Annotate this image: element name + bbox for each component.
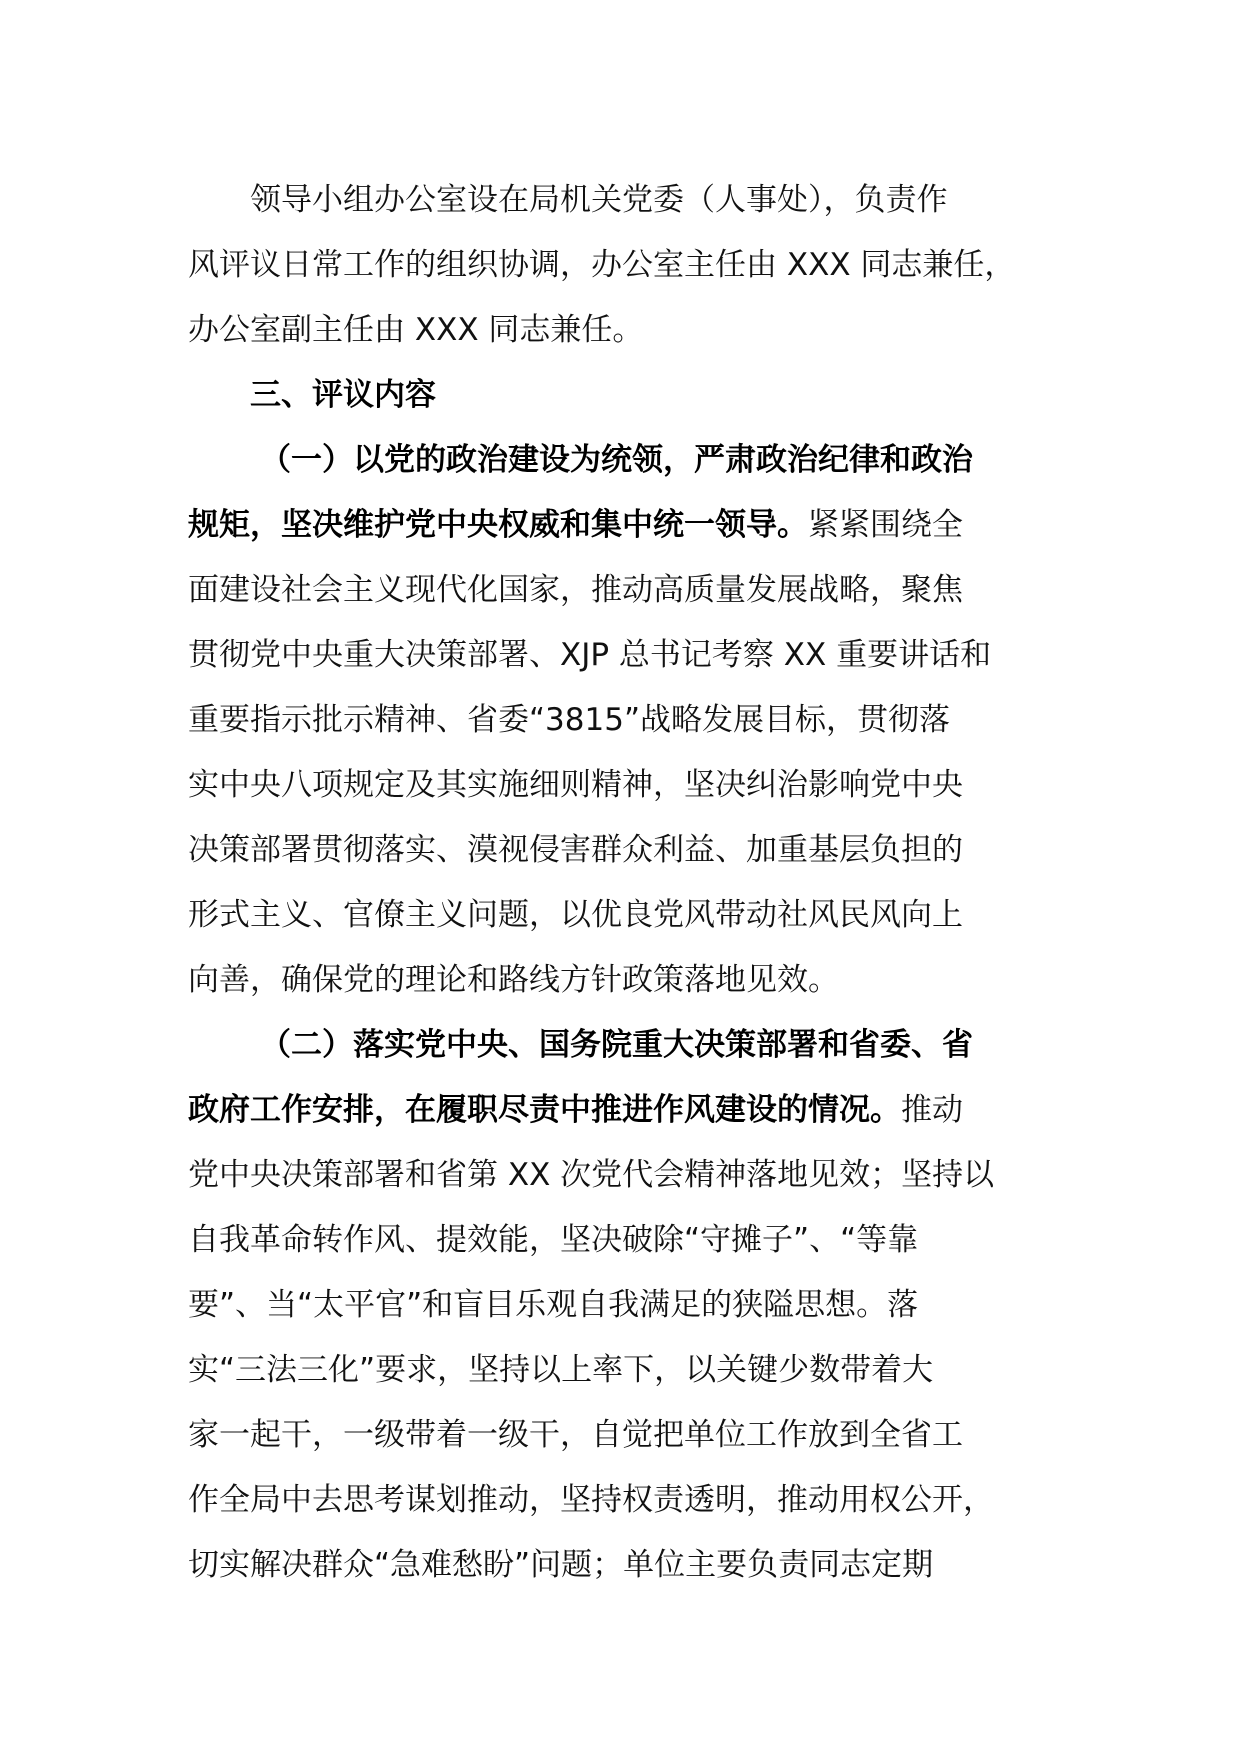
paragraph-line: 决策部署贯彻落实、漠视侵害群众利益、加重基层负担的 [188,832,963,868]
subsection-heading: （二）落实党中央、国务院重大决策部署和省委、省 [260,1027,973,1063]
paragraph-line: 自我革命转作风、提效能，坚决破除“守摊子”、“等靠 [188,1222,919,1258]
paragraph-line: 贯彻党中央重大决策部署、XJP 总书记考察 XX 重要讲话和 [188,637,992,673]
paragraph-line: 重要指示批示精神、省委“3815”战略发展目标，贯彻落 [188,702,951,738]
paragraph-line: 领导小组办公室设在局机关党委（人事处），负责作 [250,182,948,218]
paragraph-text: 紧紧围绕全 [808,507,963,543]
paragraph-line: 向善，确保党的理论和路线方针政策落地见效。 [188,962,839,998]
paragraph-line [188,493,1058,558]
paragraph-line: 面建设社会主义现代化国家，推动高质量发展战略，聚焦 [188,572,963,608]
paragraph-line [188,1078,1058,1143]
paragraph-line: 党中央决策部署和省第 XX 次党代会精神落地见效；坚持以 [188,1157,995,1193]
paragraph-line: 风评议日常工作的组织协调，办公室主任由 XXX 同志兼任， [188,247,1016,283]
paragraph-line: 家一起干，一级带着一级干，自觉把单位工作放到全省工 [188,1417,963,1453]
document-body [188,168,1058,1598]
subsection-heading: （一）以党的政治建设为统领，严肃政治纪律和政治 [260,442,973,478]
paragraph-line: 切实解决群众“急难愁盼”问题；单位主要负责同志定期 [188,1547,934,1583]
section-heading: 三、评议内容 [250,377,436,413]
paragraph-line: 要”、当“太平官”和盲目乐观自我满足的狭隘思想。落 [188,1287,919,1323]
paragraph-line: 作全局中去思考谋划推动，坚持权责透明，推动用权公开， [188,1482,994,1518]
paragraph-line: 实“三法三化”要求，坚持以上率下，以关键少数带着大 [188,1352,934,1388]
paragraph-line: 实中央八项规定及其实施细则精神，坚决纠治影响党中央 [188,767,963,803]
subsection-heading-continued: 政府工作安排，在履职尽责中推进作风建设的情况。 [188,1092,901,1128]
subsection-heading-continued: 规矩，坚决维护党中央权威和集中统一领导。 [188,507,808,543]
paragraph-line: 办公室副主任由 XXX 同志兼任。 [188,312,644,348]
paragraph-text: 推动 [901,1092,963,1128]
paragraph-line: 形式主义、官僚主义问题，以优良党风带动社风民风向上 [188,897,963,933]
